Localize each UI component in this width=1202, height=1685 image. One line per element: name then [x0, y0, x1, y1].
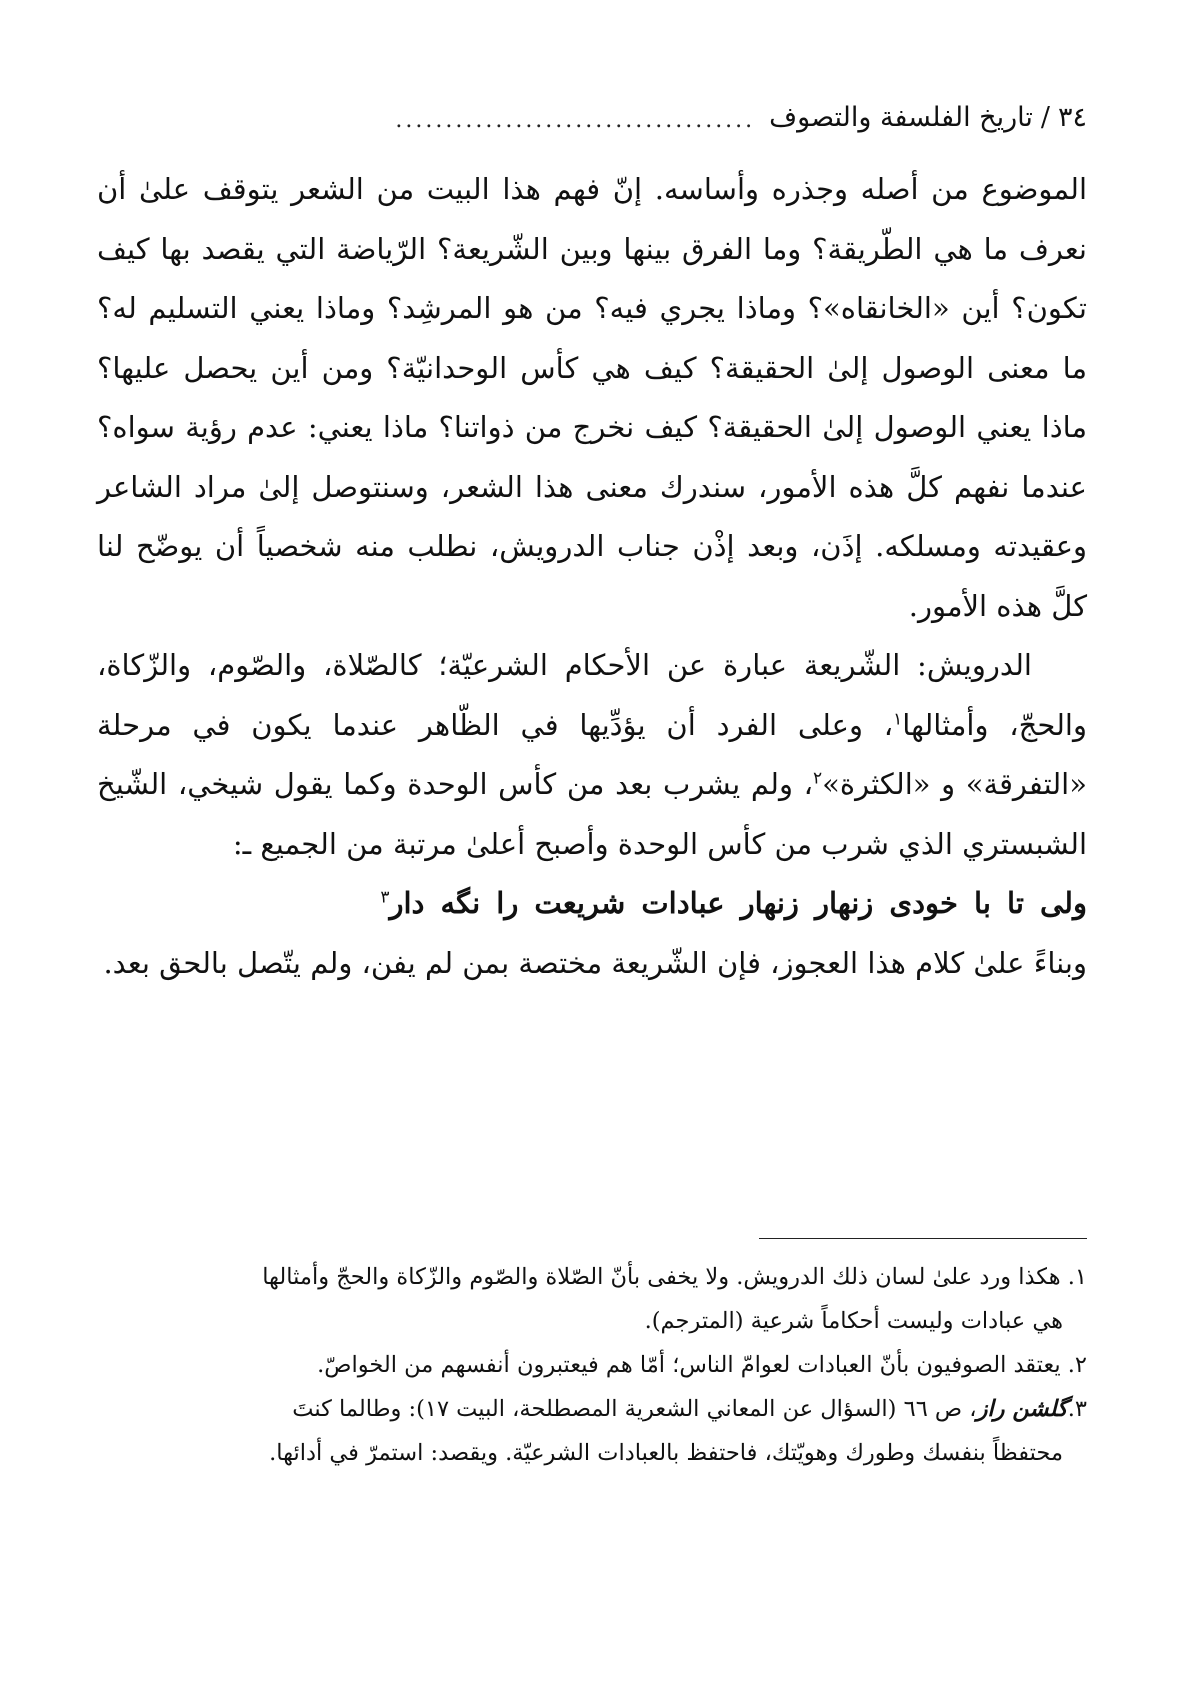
header-dot-leader: ....................................: [395, 108, 756, 133]
paragraph-3: وبناءً علىٰ كلام هذا العجوز، فإن الشّريعة مختصة بمن لم يفن، ولم يتّصل بالحق بعد.: [103, 945, 1087, 980]
footnote-2-text: يعتقد الصوفيون بأنّ العبادات لعوامّ الناس؛ أمّا هم فيعتبرون أنفسهم من الخواصّ.: [317, 1352, 1061, 1378]
footnote-2: [97, 1343, 1087, 1387]
footnote-1-text: هكذا ورد علىٰ لسان ذلك الدرويش. ولا يخفى بأنّ الصّلاة والصّوم والزّكاة والحجّ وأمثالها: [262, 1264, 1061, 1290]
footnote-ref-3: ٣: [380, 887, 390, 908]
footnote-3-number: ٣.: [1067, 1396, 1087, 1422]
running-header: [97, 86, 1087, 136]
footnote-3-continuation: محتفظاً بنفسك وطورك وهويّتك، فاحتفظ بالعبادات الشرعيّة. ويقصد: استمرّ في أدائها.: [269, 1440, 1063, 1466]
footnote-divider: [759, 1238, 1087, 1239]
main-text: [97, 160, 1087, 993]
book-title: تاريخ الفلسفة والتصوف: [769, 102, 1033, 133]
footnote-2-number: ٢.: [1067, 1352, 1087, 1378]
header-separator: /: [1040, 102, 1050, 133]
footnote-3: [97, 1387, 1087, 1475]
paragraph-2: [97, 636, 1087, 874]
footnote-1-number: ١.: [1067, 1264, 1087, 1290]
paragraph-1: الموضوع من أصله وجذره وأساسه. إنّ فهم هذا البيت من الشعر يتوقف علىٰ أن نعرف ما هي الطّريقة؟ وما الفرق بينها وبين الشّريعة؟ الرّياضة التي يقصد بها كيف تكون؟ أين «الخانقاه»؟ وماذا يجري فيه؟ من هو المرشِد؟ وماذا يعني التسليم له؟ ما معنى الوصول إلىٰ الحقيقة؟ كيف هي كأس الوحدانيّة؟ ومن أين يحصل عليها؟ ماذا يعني الوصول إلىٰ الحقيقة؟ كيف نخرج من ذواتنا؟ ماذا يعني: عدم رؤية سواه؟ عندما نفهم كلَّ هذه الأمور، سندرك معنى هذا الشعر، وسنتوصل إلىٰ مراد الشاعر وعقيدته ومسلكه. إذَن، وبعد إذْن جناب الدرويش، نطلب منه شخصياً أن يوضّح لنا كلَّ هذه الأمور.: [97, 172, 1087, 623]
persian-verse: [97, 874, 1087, 934]
footnote-3-source-title: گلشن راز: [976, 1396, 1068, 1422]
footnotes: [97, 1255, 1087, 1475]
footnote-1: [97, 1255, 1087, 1343]
footnote-ref-2: ٢: [813, 768, 823, 789]
paragraph-2-part-a: الدرويش: الشّريعة عبارة عن الأحكام الشرعيّة؛ كالصّلاة، والصّوم، والزّكاة، والحجّ، وأمثالها: [97, 648, 1087, 742]
paragraph-2-part-b: ، وعلى الفرد أن يؤدِّيها في الظّاهر عندما يكون في مرحلة «التفرقة» و «الكثرة»: [97, 707, 1087, 801]
footnote-1-continuation: هي عبادات وليست أحكاماً شرعية (المترجم).: [644, 1308, 1063, 1334]
footnote-ref-1: ١: [893, 708, 903, 729]
footnote-3-text: ، ص ٦٦ (السؤال عن المعاني الشعرية المصطلحة، البيت ١٧): وطالما كنتَ: [292, 1396, 977, 1422]
paragraph-2-part-c: ، ولم يشرب بعد من كأس الوحدة وكما يقول شيخي، الشّيخ الشبستري الذي شرب من كأس الوحدة وأصبح أعلىٰ مرتبة من الجميع ـ:: [97, 767, 1087, 861]
verse-text: ولی تا با خودی زنهار زنهار عبادات شریعت را نگه دار: [389, 886, 1087, 920]
page-number: ٣٤: [1057, 102, 1087, 133]
